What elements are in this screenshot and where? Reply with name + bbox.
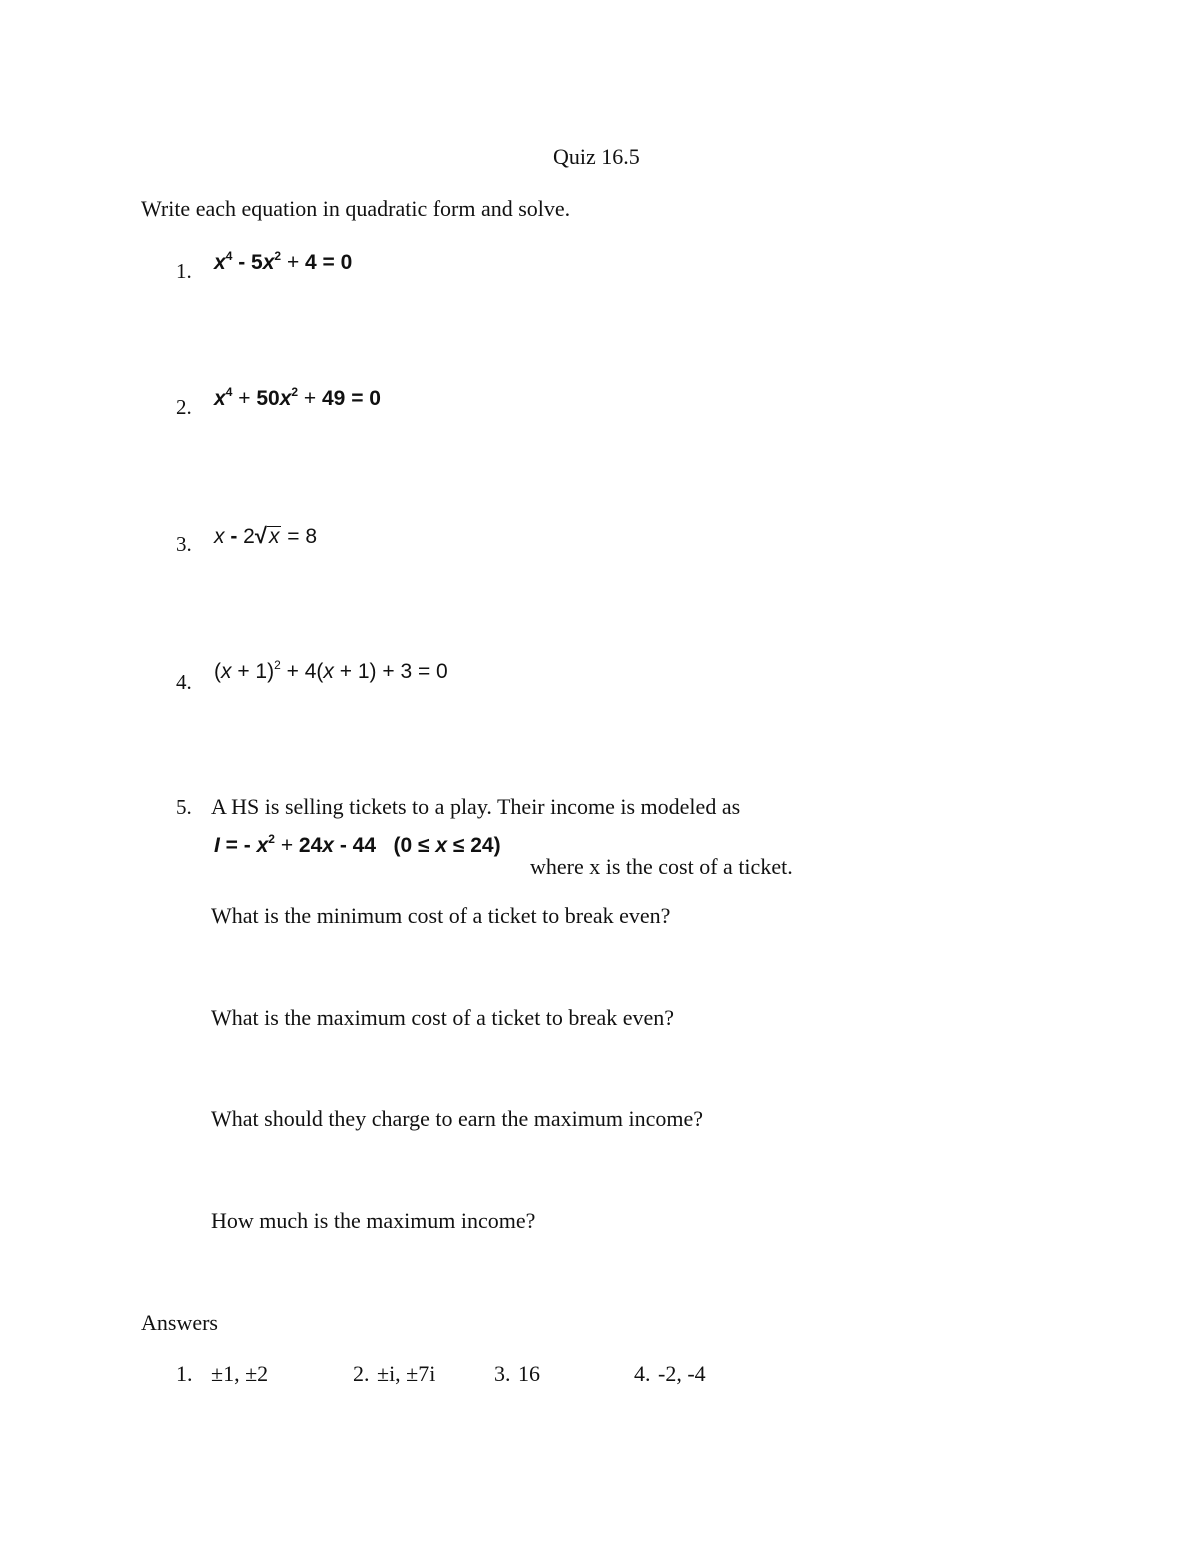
page-title: Quiz 16.5 xyxy=(553,144,640,169)
problem-1-number: 1. xyxy=(176,259,192,283)
answer-1-number: 1. xyxy=(176,1361,193,1386)
income-model-suffix: where x is the cost of a ticket. xyxy=(530,854,793,879)
answer-2-value: ±i, ±7i xyxy=(377,1361,436,1386)
answer-4-value: -2, -4 xyxy=(658,1361,706,1386)
problem-5-number: 5. xyxy=(176,795,192,819)
problem-4-equation: $(x + 1)^2 + 4(x + 1) + 3 = 0$ xyxy=(214,658,448,683)
problem-5-intro: A HS is selling tickets to a play. Their income is modeled as xyxy=(211,794,741,819)
instructions: Write each equation in quadratic form and solve. xyxy=(141,196,571,221)
problem-3-equation: x - 2√x = 8 xyxy=(214,523,318,548)
problem-1-equation: $x^4 - 5x^2 + 4 = 0$ xyxy=(214,249,353,274)
answer-3-number: 3. xyxy=(494,1361,511,1386)
problem-4-number: 4. xyxy=(176,670,192,694)
problem-2-number: 2. xyxy=(176,395,192,419)
answers-heading: Answers xyxy=(141,1310,218,1335)
question-min-cost: What is the minimum cost of a ticket to break even? xyxy=(211,903,671,928)
answer-1-value: ±1, ±2 xyxy=(211,1361,269,1386)
answer-3-value: 16 xyxy=(518,1361,540,1386)
answer-2-number: 2. xyxy=(353,1361,370,1386)
problem-2-equation: $x^4 + 50x^2 + 49 = 0$ xyxy=(214,385,381,410)
question-charge: What should they charge to earn the maximum income? xyxy=(211,1106,703,1131)
question-max-cost: What is the maximum cost of a ticket to break even? xyxy=(211,1005,675,1030)
problem-3-number: 3. xyxy=(176,532,192,556)
income-model-equation: I = - $x^2 + 24x - 44$ (0 ≤ x ≤ 24) xyxy=(214,832,501,857)
answer-4-number: 4. xyxy=(634,1361,651,1386)
question-max-income: How much is the maximum income? xyxy=(211,1208,536,1233)
